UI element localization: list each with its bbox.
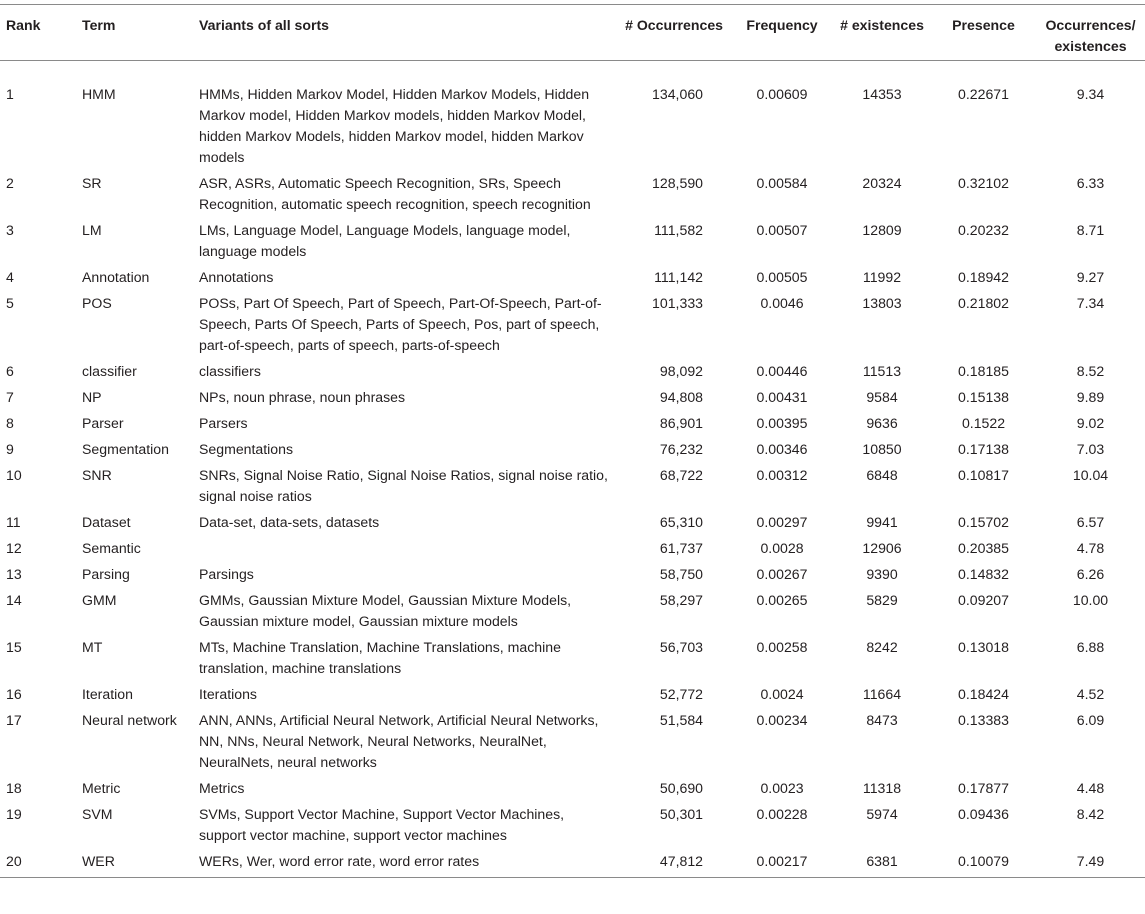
cell-term: SVM xyxy=(82,806,113,822)
cell-presence: 0.20232 xyxy=(958,222,1009,238)
cell-presence: 0.18424 xyxy=(958,686,1009,702)
cell-variants: Parsers xyxy=(199,415,248,431)
header-ratio-line2: existences xyxy=(1054,38,1127,54)
cell-occurrences: 94,808 xyxy=(659,389,703,405)
table-row xyxy=(0,293,1145,361)
cell-term: NP xyxy=(82,389,102,405)
cell-variants: SNRs, Signal Noise Ratio, Signal Noise Ratios, signal noise ratio, signal noise ratios xyxy=(199,467,608,504)
cell-term: SR xyxy=(82,175,102,191)
cell-occurrences: 52,772 xyxy=(659,686,703,702)
cell-rank: 4 xyxy=(6,269,14,285)
cell-occurrences: 58,297 xyxy=(659,592,703,608)
cell-frequency: 0.0024 xyxy=(760,686,804,702)
cell-term: Iteration xyxy=(82,686,133,702)
cell-frequency: 0.00234 xyxy=(756,712,808,728)
cell-presence: 0.15138 xyxy=(958,389,1009,405)
cell-existences: 11664 xyxy=(862,686,902,702)
cell-presence: 0.10817 xyxy=(958,467,1009,483)
cell-rank: 19 xyxy=(6,806,22,822)
cell-existences: 10850 xyxy=(862,441,902,457)
cell-variants: Annotations xyxy=(199,269,274,285)
cell-variants: ASR, ASRs, Automatic Speech Recognition, SRs, Speech Recognition, automatic speech recognition, speech recognition xyxy=(199,175,591,212)
cell-ratio: 6.33 xyxy=(1076,175,1105,191)
cell-frequency: 0.00505 xyxy=(756,269,808,285)
cell-term: Annotation xyxy=(82,269,150,285)
cell-existences: 12906 xyxy=(862,540,902,556)
cell-frequency: 0.00217 xyxy=(731,851,833,878)
cell-presence: 0.15702 xyxy=(958,514,1009,530)
cell-occurrences: 65,310 xyxy=(659,514,703,530)
cell-occurrences: 86,901 xyxy=(659,415,703,431)
table-row xyxy=(0,413,1145,439)
cell-variants: MTs, Machine Translation, Machine Translations, machine translation, machine translations xyxy=(199,639,561,676)
cell-existences: 12809 xyxy=(862,222,902,238)
cell-presence: 0.1522 xyxy=(961,415,1006,431)
cell-frequency: 0.00265 xyxy=(756,592,808,608)
cell-occurrences: 68,722 xyxy=(659,467,703,483)
cell-variants: Metrics xyxy=(199,780,245,796)
cell-frequency: 0.00228 xyxy=(756,806,808,822)
cell-existences: 20324 xyxy=(862,175,902,191)
cell-existences: 6381 xyxy=(833,851,931,878)
cell-presence: 0.10079 xyxy=(931,851,1036,878)
cell-occurrences: 98,092 xyxy=(659,363,703,379)
header-variants: Variants of all sorts xyxy=(199,5,609,61)
cell-variants: Segmentations xyxy=(199,441,294,457)
cell-ratio: 7.34 xyxy=(1076,295,1105,311)
cell-ratio: 9.34 xyxy=(1076,86,1105,102)
cell-rank: 10 xyxy=(6,467,22,483)
cell-presence: 0.17877 xyxy=(958,780,1009,796)
cell-presence: 0.09207 xyxy=(958,592,1009,608)
cell-rank: 3 xyxy=(6,222,14,238)
cell-frequency: 0.0023 xyxy=(760,780,804,796)
cell-occurrences: 128,590 xyxy=(652,175,703,191)
table-row xyxy=(0,465,1145,512)
cell-rank: 8 xyxy=(6,415,14,431)
table-row xyxy=(0,538,1145,564)
table-row xyxy=(0,564,1145,590)
cell-term: HMM xyxy=(82,86,116,102)
cell-variants xyxy=(199,538,609,564)
cell-rank: 16 xyxy=(6,686,22,702)
cell-term: GMM xyxy=(82,592,117,608)
cell-term: WER xyxy=(82,851,199,878)
cell-presence: 0.21802 xyxy=(958,295,1009,311)
table-row xyxy=(0,590,1145,637)
cell-term: SNR xyxy=(82,467,112,483)
cell-ratio: 6.88 xyxy=(1076,639,1105,655)
header-occurrences: # Occurrences xyxy=(609,5,731,61)
cell-frequency: 0.00258 xyxy=(756,639,808,655)
cell-ratio: 6.26 xyxy=(1076,566,1105,582)
cell-ratio: 7.49 xyxy=(1036,851,1145,878)
table-body xyxy=(0,61,1145,878)
cell-occurrences: 134,060 xyxy=(652,86,703,102)
cell-variants: SVMs, Support Vector Machine, Support Vector Machines, support vector machine, support vector machines xyxy=(199,806,565,843)
cell-existences: 13803 xyxy=(862,295,902,311)
cell-occurrences: 111,142 xyxy=(654,269,703,285)
cell-presence: 0.18185 xyxy=(958,363,1009,379)
cell-variants: LMs, Language Model, Language Models, language model, language models xyxy=(199,222,571,259)
cell-presence: 0.09436 xyxy=(958,806,1009,822)
cell-existences: 9941 xyxy=(866,514,898,530)
cell-presence: 0.17138 xyxy=(958,441,1009,457)
cell-frequency: 0.00267 xyxy=(756,566,808,582)
header-existences: # existences xyxy=(833,5,931,61)
cell-ratio: 9.27 xyxy=(1076,269,1105,285)
cell-ratio: 10.04 xyxy=(1072,467,1109,483)
header-term: Term xyxy=(82,5,199,61)
cell-occurrences: 47,812 xyxy=(609,851,731,878)
cell-frequency: 0.00431 xyxy=(756,389,808,405)
cell-term: Segmentation xyxy=(82,441,169,457)
cell-rank: 5 xyxy=(6,295,14,311)
table-row xyxy=(0,439,1145,465)
header-frequency: Frequency xyxy=(731,5,833,61)
cell-presence: 0.13383 xyxy=(958,712,1009,728)
cell-existences: 5974 xyxy=(866,806,898,822)
cell-term: classifier xyxy=(82,363,137,379)
cell-ratio: 7.03 xyxy=(1076,441,1105,457)
cell-term: POS xyxy=(82,295,112,311)
cell-existences: 8473 xyxy=(866,712,898,728)
cell-occurrences: 56,703 xyxy=(659,639,703,655)
terms-table xyxy=(0,4,1145,878)
cell-frequency: 0.0046 xyxy=(760,295,804,311)
cell-presence: 0.20385 xyxy=(958,540,1009,556)
cell-variants: NPs, noun phrase, noun phrases xyxy=(199,389,406,405)
cell-rank: 17 xyxy=(6,712,22,728)
cell-frequency: 0.00446 xyxy=(756,363,808,379)
cell-existences: 11992 xyxy=(862,269,902,285)
table-row xyxy=(0,61,1145,174)
cell-existences: 6848 xyxy=(866,467,898,483)
table-row xyxy=(0,804,1145,851)
cell-rank: 6 xyxy=(6,363,14,379)
table-row xyxy=(0,220,1145,267)
cell-ratio: 10.00 xyxy=(1072,592,1109,608)
header-presence: Presence xyxy=(931,5,1036,61)
cell-occurrences: 76,232 xyxy=(659,441,703,457)
cell-rank: 13 xyxy=(6,566,22,582)
cell-variants: POSs, Part Of Speech, Part of Speech, Part-Of-Speech, Part-of-Speech, Parts Of Speech, Parts of Speech, Pos, part of speech, part-of-speech, parts of speech, parts-of-speech xyxy=(199,295,602,353)
cell-term: MT xyxy=(82,639,103,655)
cell-frequency: 0.00584 xyxy=(756,175,808,191)
header-ratio-line1: Occurrences/ xyxy=(1045,17,1136,33)
table-row xyxy=(0,267,1145,293)
cell-presence: 0.13018 xyxy=(958,639,1009,655)
cell-term: Parsing xyxy=(82,566,130,582)
table-row xyxy=(0,387,1145,413)
cell-variants: WERs, Wer, word error rate, word error rates xyxy=(199,851,609,878)
cell-occurrences: 101,333 xyxy=(652,295,703,311)
cell-variants: ANN, ANNs, Artificial Neural Network, Artificial Neural Networks, NN, NNs, Neural Network, Neural Networks, NeuralNet, NeuralNets, neural networks xyxy=(199,712,599,770)
cell-frequency: 0.00507 xyxy=(756,222,808,238)
header-ratio xyxy=(1036,5,1145,61)
cell-term: Neural network xyxy=(82,712,177,728)
table-row xyxy=(0,173,1145,220)
cell-occurrences: 61,737 xyxy=(659,540,703,556)
cell-occurrences: 58,750 xyxy=(659,566,703,582)
header-rank: Rank xyxy=(0,5,82,61)
table-row xyxy=(0,512,1145,538)
cell-frequency: 0.00312 xyxy=(756,467,808,483)
cell-variants: Data-set, data-sets, datasets xyxy=(199,514,380,530)
cell-existences: 8242 xyxy=(866,639,898,655)
cell-rank: 15 xyxy=(6,639,22,655)
cell-presence: 0.32102 xyxy=(958,175,1009,191)
cell-rank: 20 xyxy=(0,851,82,878)
cell-presence: 0.18942 xyxy=(958,269,1009,285)
cell-term: Metric xyxy=(82,780,121,796)
cell-frequency: 0.00297 xyxy=(756,514,808,530)
cell-occurrences: 51,584 xyxy=(659,712,703,728)
table-row xyxy=(0,851,1145,878)
cell-variants: HMMs, Hidden Markov Model, Hidden Markov Models, Hidden Markov model, Hidden Markov models, hidden Markov Model, hidden Markov Models, hidden Markov model, hidden Markov models xyxy=(199,86,590,165)
cell-variants: Iterations xyxy=(199,686,257,702)
table-row xyxy=(0,361,1145,387)
cell-occurrences: 50,690 xyxy=(659,780,703,796)
cell-existences: 9390 xyxy=(866,566,898,582)
cell-ratio: 9.89 xyxy=(1076,389,1105,405)
cell-term: Parser xyxy=(82,415,124,431)
cell-rank: 14 xyxy=(6,592,22,608)
cell-rank: 12 xyxy=(6,540,22,556)
cell-ratio: 8.42 xyxy=(1076,806,1105,822)
cell-frequency: 0.00609 xyxy=(756,86,808,102)
cell-rank: 11 xyxy=(6,514,21,530)
cell-presence: 0.14832 xyxy=(958,566,1009,582)
cell-occurrences: 50,301 xyxy=(659,806,703,822)
cell-presence: 0.22671 xyxy=(958,86,1009,102)
table-row xyxy=(0,778,1145,804)
cell-ratio: 4.52 xyxy=(1076,686,1105,702)
cell-rank: 7 xyxy=(6,389,14,405)
cell-occurrences: 111,582 xyxy=(654,222,703,238)
cell-variants: Parsings xyxy=(199,566,254,582)
cell-term: Semantic xyxy=(82,540,141,556)
cell-rank: 9 xyxy=(6,441,14,457)
cell-existences: 5829 xyxy=(866,592,898,608)
cell-existences: 11318 xyxy=(862,780,902,796)
cell-term: Dataset xyxy=(82,514,131,530)
cell-existences: 9584 xyxy=(866,389,898,405)
cell-rank: 18 xyxy=(6,780,22,796)
table-row xyxy=(0,684,1145,710)
cell-ratio: 8.71 xyxy=(1076,222,1105,238)
header-row xyxy=(0,5,1145,61)
cell-ratio: 6.09 xyxy=(1076,712,1105,728)
cell-existences: 11513 xyxy=(862,363,902,379)
cell-variants: GMMs, Gaussian Mixture Model, Gaussian Mixture Models, Gaussian mixture model, Gaussian mixture models xyxy=(199,592,572,629)
cell-frequency: 0.00346 xyxy=(756,441,808,457)
cell-ratio: 6.57 xyxy=(1076,514,1105,530)
cell-ratio: 4.78 xyxy=(1076,540,1105,556)
cell-ratio: 9.02 xyxy=(1076,415,1105,431)
table-row xyxy=(0,637,1145,684)
cell-ratio: 4.48 xyxy=(1076,780,1105,796)
cell-existences: 14353 xyxy=(862,86,902,102)
cell-existences: 9636 xyxy=(866,415,898,431)
cell-variants: classifiers xyxy=(199,363,261,379)
table-row xyxy=(0,710,1145,778)
table-header xyxy=(0,5,1145,61)
cell-ratio: 8.52 xyxy=(1076,363,1105,379)
cell-frequency: 0.0028 xyxy=(760,540,804,556)
cell-rank: 1 xyxy=(6,86,14,102)
cell-frequency: 0.00395 xyxy=(756,415,808,431)
cell-term: LM xyxy=(82,222,102,238)
cell-rank: 2 xyxy=(6,175,14,191)
